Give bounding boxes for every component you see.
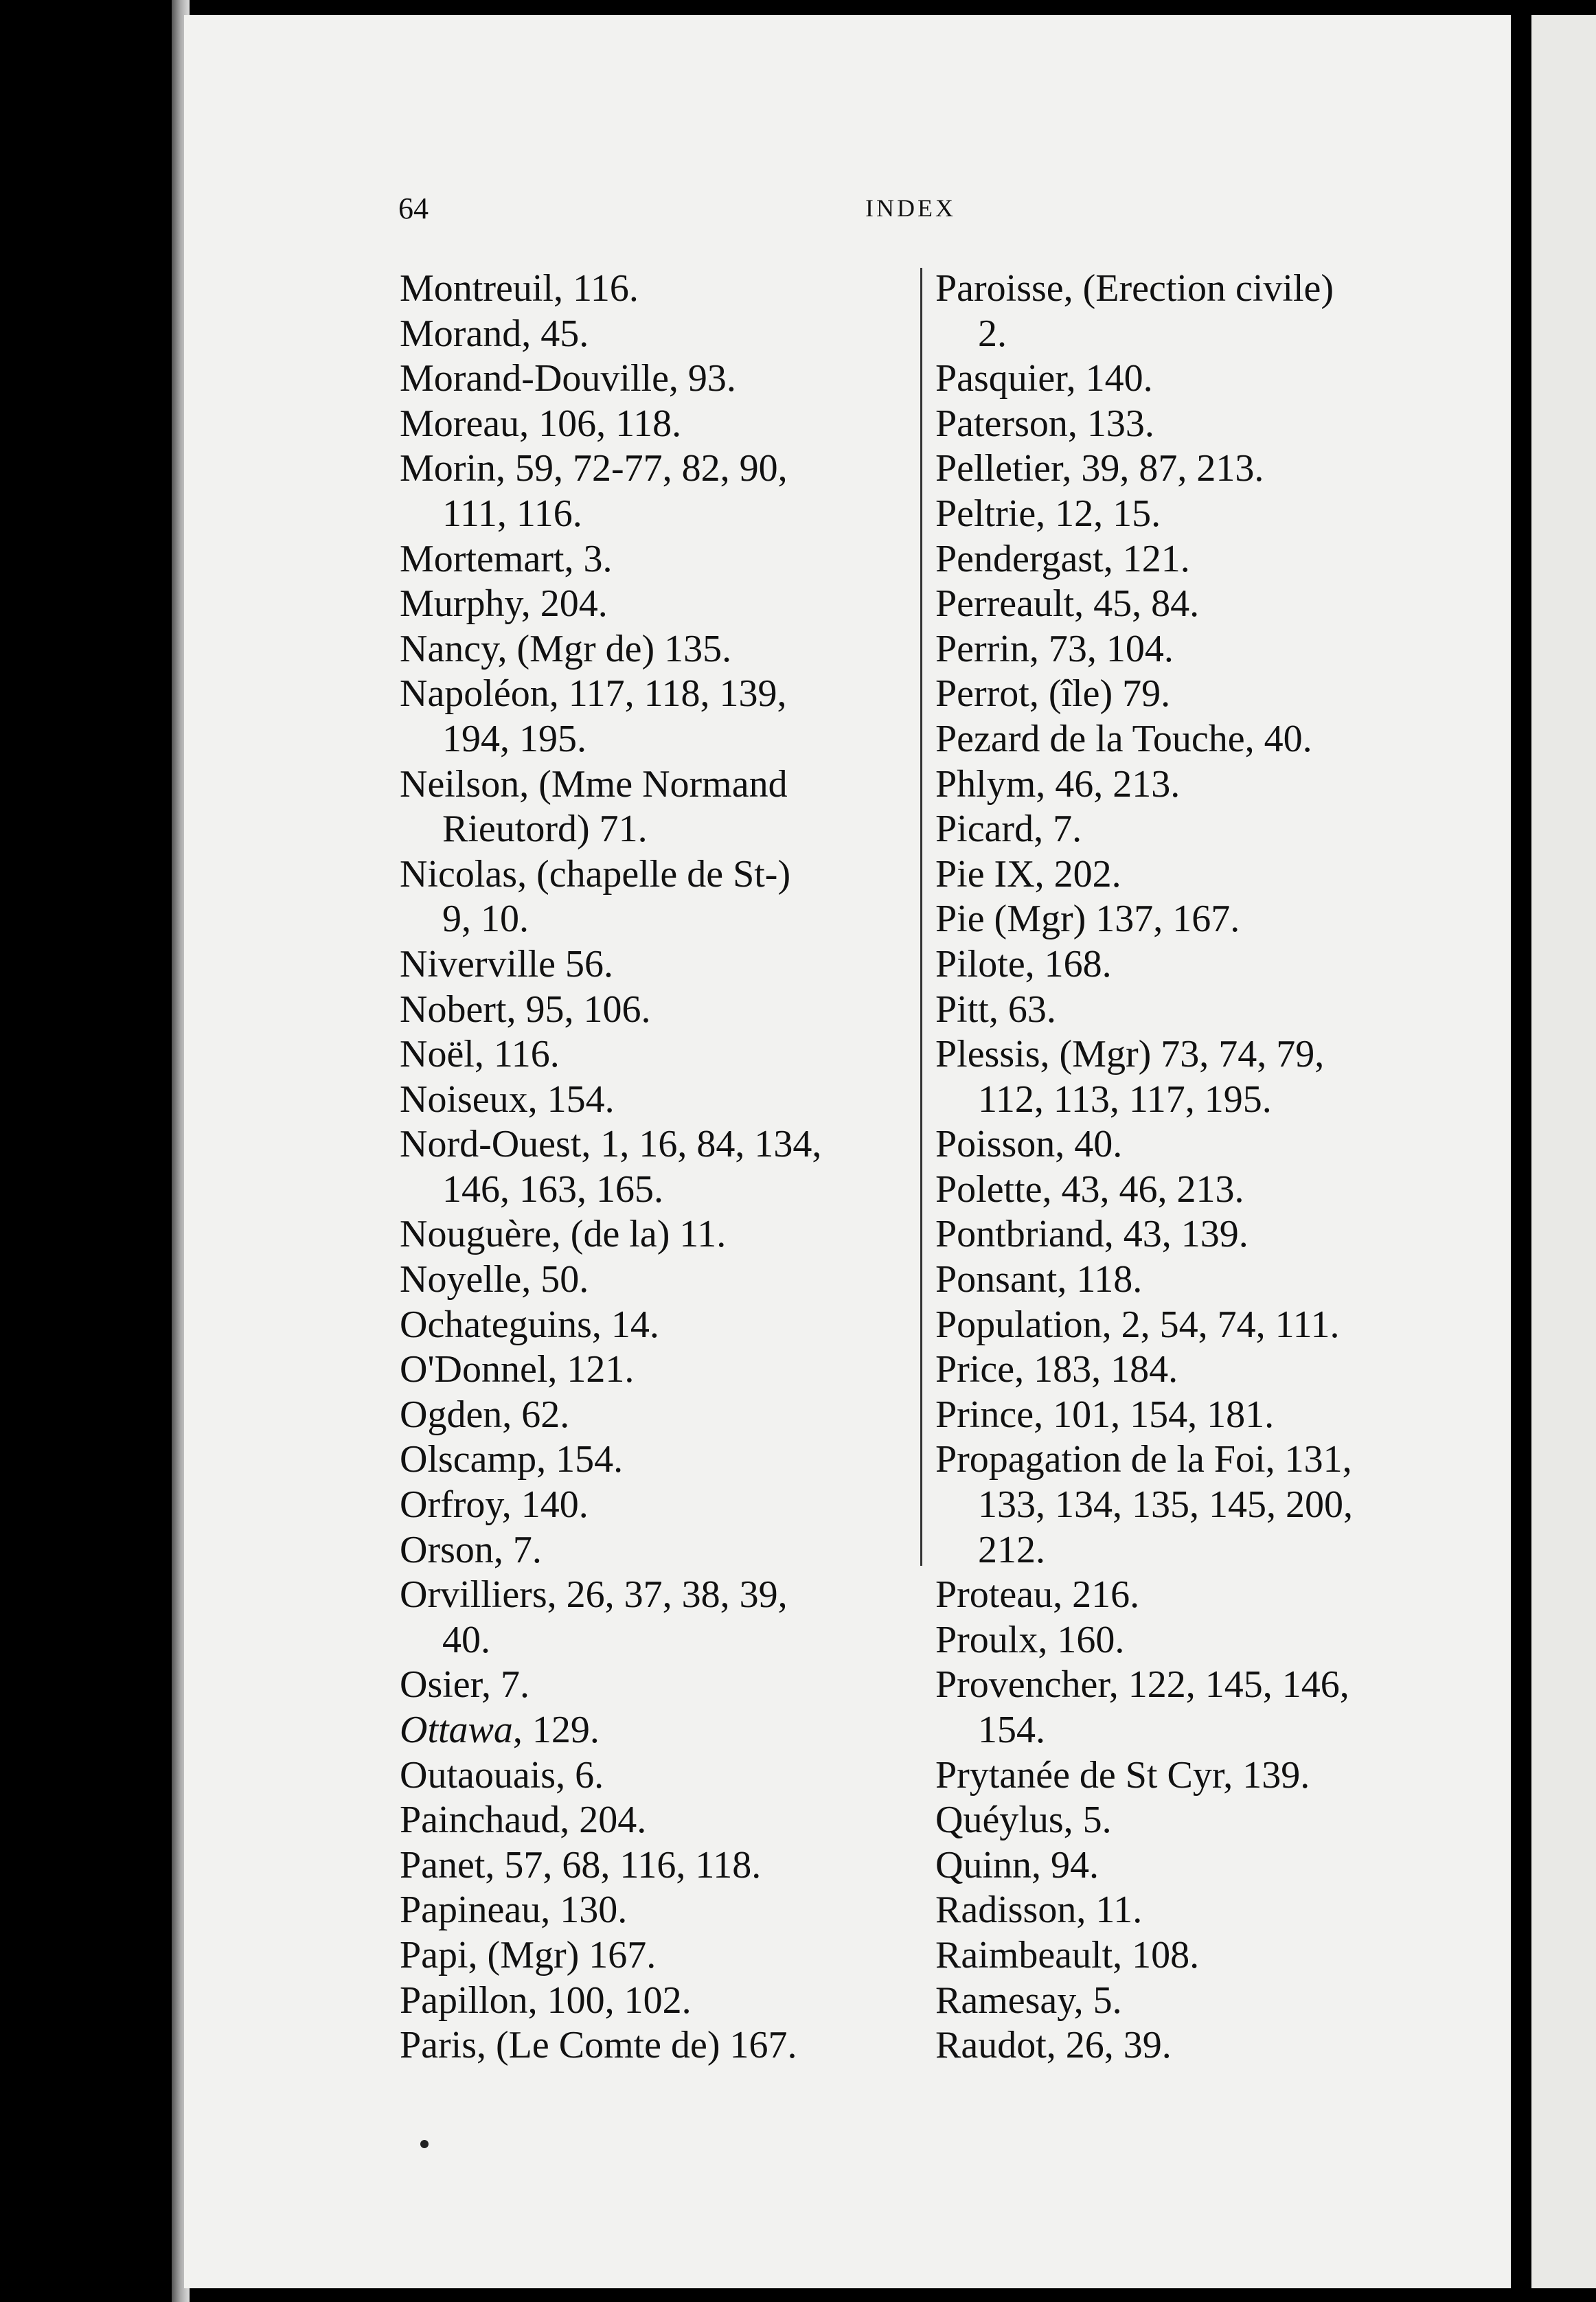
index-entry-continuation: 112, 113, 117, 195.: [978, 1078, 1272, 1121]
index-entry-continuation: 40.: [442, 1618, 490, 1661]
index-entry-continuation: 212.: [978, 1528, 1045, 1571]
index-entry: Prytanée de St Cyr, 139.: [935, 1753, 1310, 1797]
index-entry: Panet, 57, 68, 116, 118.: [400, 1843, 762, 1887]
italic-place-name: Ottawa: [400, 1709, 513, 1751]
index-entry: Polette, 43, 46, 213.: [935, 1167, 1244, 1211]
index-entry: O'Donnel, 121.: [400, 1348, 635, 1391]
index-entry: Paris, (Le Comte de) 167.: [400, 2024, 797, 2067]
index-entry: Orson, 7.: [400, 1528, 542, 1571]
index-entry: Pendergast, 121.: [935, 537, 1190, 580]
index-entry-continuation: 146, 163, 165.: [442, 1167, 663, 1211]
index-entry: Neilson, (Mme Normand: [400, 762, 788, 806]
index-entry: Niverville 56.: [400, 942, 614, 985]
index-entry-continuation: 2.: [978, 312, 1007, 355]
column-divider: [920, 268, 922, 1566]
index-entry: Papillon, 100, 102.: [400, 1979, 692, 2022]
index-entry: Morand, 45.: [400, 312, 589, 355]
index-entry: Quéylus, 5.: [935, 1799, 1112, 1842]
next-page-edge: [1531, 15, 1596, 2288]
index-entry: Phlym, 46, 213.: [935, 762, 1181, 806]
index-entry: Noël, 116.: [400, 1033, 560, 1076]
index-column-right: [935, 266, 1464, 2069]
index-column-left: [400, 266, 911, 2069]
running-title: INDEX: [865, 194, 956, 222]
index-entry-continuation: 194, 195.: [442, 717, 586, 760]
index-entry: Picard, 7.: [935, 808, 1082, 851]
index-entry: Propagation de la Foi, 131,: [935, 1438, 1352, 1481]
index-entry: Proteau, 216.: [935, 1573, 1140, 1617]
index-entry: Ochateguins, 14.: [400, 1303, 659, 1346]
index-entry: Nobert, 95, 106.: [400, 988, 651, 1031]
index-entry: Outaouais, 6.: [400, 1753, 604, 1797]
index-entry: Paterson, 133.: [935, 402, 1154, 445]
index-entry: Olscamp, 154.: [400, 1438, 624, 1481]
page-header: [398, 191, 1428, 232]
index-entry: Plessis, (Mgr) 73, 74, 79,: [935, 1033, 1325, 1076]
index-entry-continuation: 111, 116.: [442, 492, 582, 535]
index-entry-continuation: 9, 10.: [442, 898, 529, 941]
index-entry: Ramesay, 5.: [935, 1979, 1122, 2022]
index-entry: Radisson, 11.: [935, 1889, 1143, 1932]
index-entry: Napoléon, 117, 118, 139,: [400, 672, 787, 716]
index-entry: Peltrie, 12, 15.: [935, 492, 1161, 535]
index-entry: Morin, 59, 72-77, 82, 90,: [400, 447, 788, 490]
index-entry: Nicolas, (chapelle de St-): [400, 852, 791, 896]
index-entry: Papineau, 130.: [400, 1889, 628, 1932]
index-entry: Ponsant, 118.: [935, 1258, 1143, 1301]
index-entry: Noyelle, 50.: [400, 1258, 589, 1301]
index-entry: Perrin, 73, 104.: [935, 627, 1174, 670]
index-entry: Osier, 7.: [400, 1663, 530, 1707]
index-entry: Pelletier, 39, 87, 213.: [935, 447, 1264, 490]
page-number: 64: [398, 192, 429, 225]
index-entry-continuation: 154.: [978, 1709, 1045, 1751]
index-entry: Poisson, 40.: [935, 1123, 1123, 1166]
index-entry: Painchaud, 204.: [400, 1799, 647, 1842]
index-entry: Provencher, 122, 145, 146,: [935, 1663, 1349, 1707]
index-entry: Pitt, 63.: [935, 988, 1056, 1031]
index-entry: Pie (Mgr) 137, 167.: [935, 898, 1240, 941]
index-entry: Quinn, 94.: [935, 1843, 1099, 1887]
index-entry: Ogden, 62.: [400, 1393, 570, 1436]
index-entry: Raudot, 26, 39.: [935, 2024, 1172, 2067]
index-entry: Population, 2, 54, 74, 111.: [935, 1303, 1340, 1346]
index-entry: Pilote, 168.: [935, 942, 1112, 985]
page-mark: [420, 2140, 429, 2148]
index-entry: Nancy, (Mgr de) 135.: [400, 627, 732, 670]
index-entry-continuation: Rieutord) 71.: [442, 808, 648, 851]
page-gutter: [1511, 0, 1531, 2302]
index-entry: Perrot, (île) 79.: [935, 672, 1171, 716]
index-entry: Mortemart, 3.: [400, 537, 613, 580]
index-entry: Perreault, 45, 84.: [935, 582, 1200, 626]
index-entry: Orvilliers, 26, 37, 38, 39,: [400, 1573, 788, 1617]
index-entry: Papi, (Mgr) 167.: [400, 1933, 657, 1976]
index-entry: Noiseux, 154.: [400, 1078, 615, 1121]
index-entry: Proulx, 160.: [935, 1618, 1125, 1661]
index-entry: Murphy, 204.: [400, 582, 608, 626]
index-entry: Nord-Ouest, 1, 16, 84, 134,: [400, 1123, 822, 1166]
index-entry: Ottawa, 129.: [400, 1709, 600, 1751]
index-entry: Raimbeault, 108.: [935, 1933, 1200, 1976]
index-entry: Price, 183, 184.: [935, 1348, 1178, 1391]
index-entry: Orfroy, 140.: [400, 1483, 589, 1527]
index-entry: Morand-Douville, 93.: [400, 357, 736, 400]
index-entry-continuation: 133, 134, 135, 145, 200,: [978, 1483, 1353, 1527]
index-entry: Paroisse, (Erection civile): [935, 267, 1334, 310]
index-entry: Prince, 101, 154, 181.: [935, 1393, 1275, 1436]
index-entry: Pie IX, 202.: [935, 852, 1121, 896]
index-entry: Moreau, 106, 118.: [400, 402, 682, 445]
index-entry: Pontbriand, 43, 139.: [935, 1213, 1249, 1256]
index-entry: Pezard de la Touche, 40.: [935, 717, 1312, 760]
index-entry: Montreuil, 116.: [400, 267, 639, 310]
index-entry: Nouguère, (de la) 11.: [400, 1213, 727, 1256]
index-entry: Pasquier, 140.: [935, 357, 1153, 400]
